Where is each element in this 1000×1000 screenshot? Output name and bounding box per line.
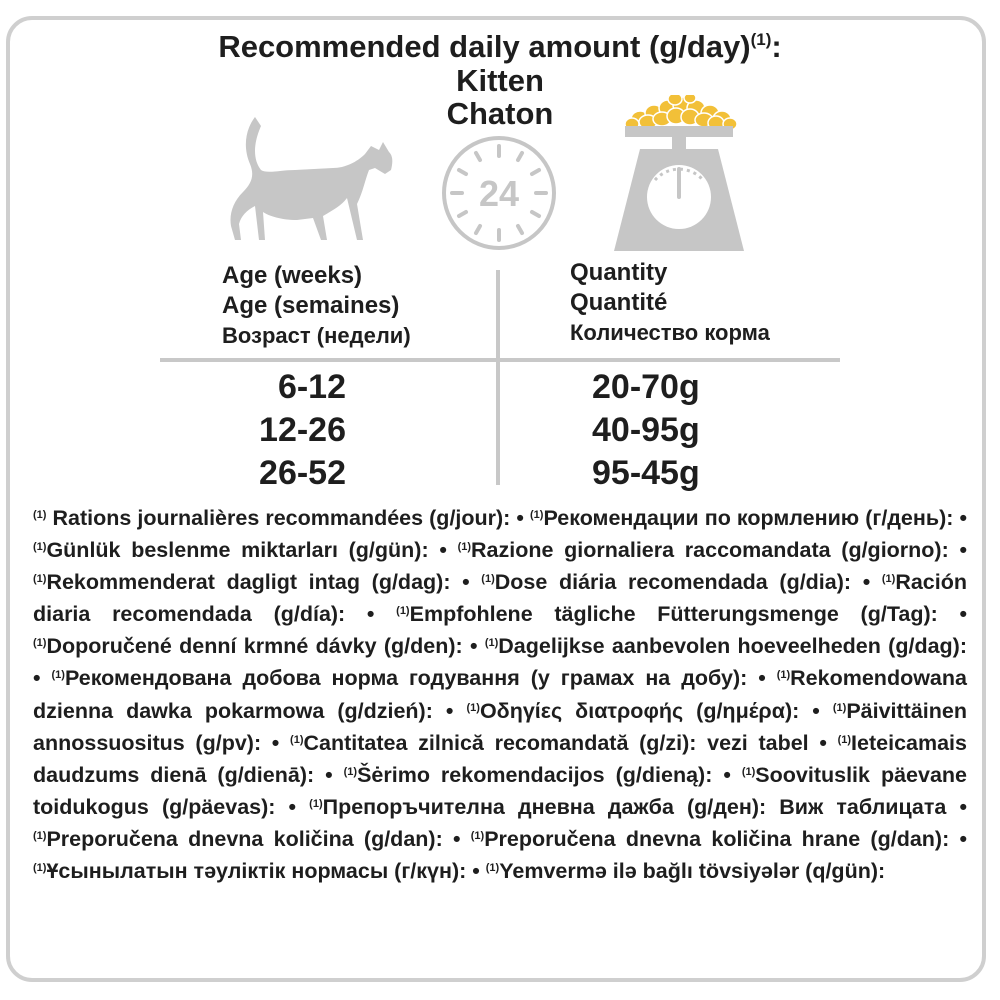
footnote-text: Päivittäinen annossuositus (g/pv): • <box>33 698 967 755</box>
title-text: Recommended daily amount (g/day) <box>218 29 751 64</box>
footnote-marker: (1) <box>33 509 47 521</box>
age-header-fr: Age (semaines) <box>222 292 400 319</box>
footnote-marker: (1) <box>33 829 47 842</box>
footnote-segment <box>33 634 485 658</box>
footnote-text: Preporučena dnevna količina (g/dan): • <box>46 826 471 851</box>
footnote-segment <box>458 538 967 562</box>
qty-header-fr: Quantité <box>570 289 668 316</box>
footnote-segment <box>471 827 967 851</box>
title-colon: : <box>771 29 782 64</box>
footnote-segment <box>33 538 458 562</box>
quantity-column-values <box>592 366 700 495</box>
footnote-text: Yemvermə ilə bağlı tövsiyələr (q/gün): <box>499 859 886 884</box>
footnote-marker: (1) <box>309 797 323 810</box>
footnote-marker: (1) <box>470 829 485 842</box>
quantity-row: 40-95g <box>592 411 700 449</box>
footnote-marker: (1) <box>396 605 410 618</box>
footnote-text: Šėrimo rekomendacijos (g/dieną): • <box>357 762 742 787</box>
age-row: 26-52 <box>259 454 346 492</box>
footnote-marker: (1) <box>741 765 756 778</box>
qty-header-en: Quantity <box>570 259 668 286</box>
footnote-text: Doporučené denní krmné dávky (g/den): • <box>46 634 485 659</box>
footnote-marker: (1) <box>466 701 480 714</box>
footnote-text: Ieteicamais daudzums dienā (g/dienā): • <box>33 730 967 787</box>
footnote-segment <box>530 506 967 530</box>
footnote-marker: (1) <box>33 541 47 554</box>
footnote-marker: (1) <box>484 637 499 650</box>
footnote-text: Rekomendowana dzienna dawka pokarmowa (g/dzień): • <box>33 666 967 723</box>
age-row: 12-26 <box>259 411 346 449</box>
footnote-marker: (1) <box>33 573 47 586</box>
footnote-segment <box>481 570 882 594</box>
footnote-text: Οδηγίες διατροφής (g/ημέρα): • <box>479 698 833 723</box>
footnote-text: Soovituslik päevane toidukogus (g/päevas): • <box>33 762 967 819</box>
multilingual-footnote <box>33 502 967 887</box>
footnote-text: Ración diaria recomendada (g/día): • <box>33 570 968 627</box>
footnote-segment <box>33 859 486 883</box>
footnote-text: Preporučena dnevna količina hrane (g/dan): • <box>484 826 968 851</box>
footnote-marker: (1) <box>343 765 358 778</box>
footnote-marker: (1) <box>33 637 47 650</box>
footnote-marker: (1) <box>481 573 495 586</box>
footnote-text: Empfohlene tägliche Fütterungsmenge (g/Tag): • <box>409 602 968 627</box>
page-title <box>0 30 1000 64</box>
quantity-row: 20-70g <box>592 368 700 406</box>
clock-number: 24 <box>478 173 520 214</box>
footnote-segment <box>486 859 885 883</box>
age-column-values <box>248 366 346 495</box>
quantity-row: 95-45g <box>592 454 700 492</box>
footnote-text: Günlük beslenme miktarları (g/gün): • <box>46 538 458 563</box>
age-column-header <box>222 261 411 351</box>
footnote-text: Razione giornaliera raccomandata (g/giorno): • <box>471 538 967 563</box>
footnote-text: Ұсынылатын тәуліктік нормасы (г/күн): • <box>46 859 486 884</box>
footnote-marker: (1) <box>33 862 47 875</box>
footnote-marker: (1) <box>290 733 304 746</box>
footnote-segment <box>33 827 471 851</box>
quantity-column-header <box>570 258 770 348</box>
age-header-ru: Возраст (недели) <box>222 323 411 348</box>
footnote-text: Dagelijkse aanbevolen hoeveelheden (g/dag): • <box>33 634 967 691</box>
subtitle-chaton: Chaton <box>446 96 554 131</box>
cat-icon <box>225 112 400 252</box>
footnote-marker: (1) <box>485 862 500 875</box>
footnote-segment <box>33 506 530 530</box>
subtitle-kitten: Kitten <box>456 63 544 98</box>
footnote-segment <box>466 699 832 723</box>
footnote-marker: (1) <box>530 509 544 521</box>
footnote-marker: (1) <box>776 669 791 682</box>
footnote-text: Рекомендована добова норма годування (у грамах на добу): • <box>64 666 777 691</box>
table-vertical-divider <box>496 270 500 485</box>
footnote-segment <box>396 602 967 626</box>
footnote-text: Dose diária recomendada (g/dia): • <box>494 570 882 595</box>
age-header-en: Age (weeks) <box>222 262 363 289</box>
footnote-marker: (1) <box>51 669 65 682</box>
scale-icon <box>610 95 750 253</box>
kibble-pile <box>625 95 737 130</box>
footnote-text: Рекомендации по кормлению (г/день): • <box>543 506 967 530</box>
qty-header-ru: Количество корма <box>570 320 770 345</box>
footnote-segment <box>309 795 967 819</box>
footnote-text: Rekommenderat dagligt intag (g/dag): • <box>46 570 482 595</box>
footnote-segment <box>51 666 776 690</box>
footnote-segment <box>344 763 742 787</box>
title-footnote-marker: (1) <box>750 30 772 49</box>
footnote-marker: (1) <box>457 541 472 554</box>
footnote-marker: (1) <box>881 573 896 586</box>
footnote-segment <box>290 731 838 755</box>
footnote-text: Rations journalières recommandées (g/jour): • <box>46 506 530 530</box>
footnote-text: Cantitatea zilnică recomandată (g/zi): vezi tabel • <box>303 730 838 755</box>
table-horizontal-divider <box>160 358 840 362</box>
footnote-marker: (1) <box>832 701 847 714</box>
clock-24-icon <box>440 134 558 252</box>
footnote-segment <box>33 570 481 594</box>
footnote-marker: (1) <box>837 733 852 746</box>
footnote-text: Препоръчителна дневна дажба (g/ден): Виж таблицата • <box>322 794 967 819</box>
age-row: 6-12 <box>277 368 346 406</box>
